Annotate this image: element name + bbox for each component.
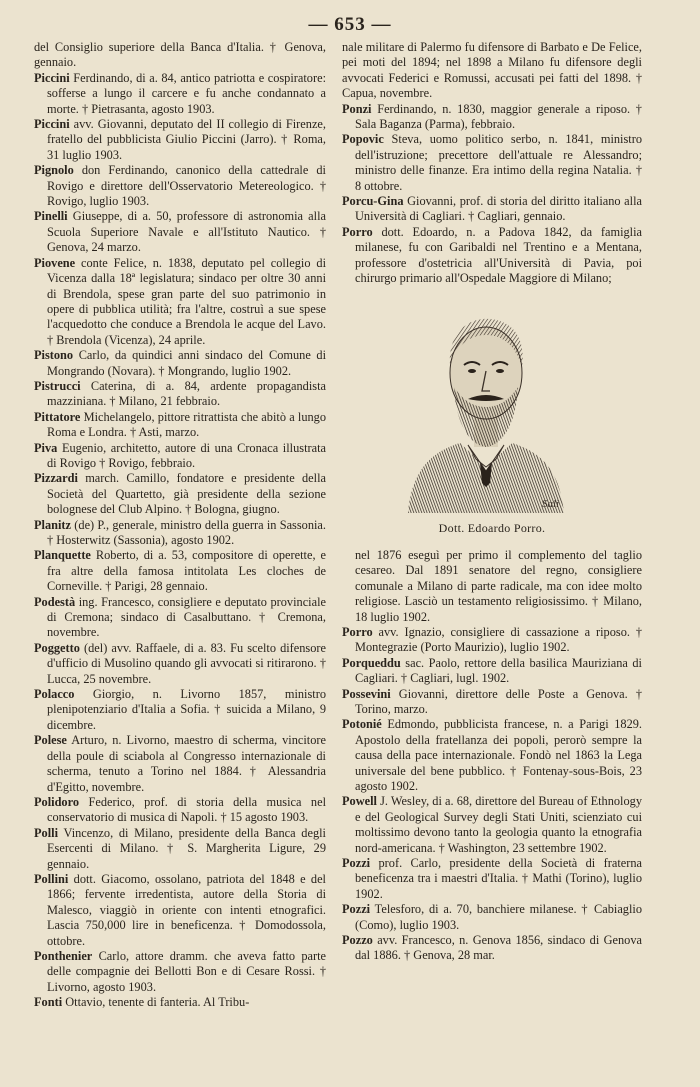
entry-text: (de) P., generale, ministro della guerra in Sassonia. † Hosterwitz (Sassonia), agosto 1902.: [47, 517, 326, 547]
portrait-figure: [342, 295, 642, 536]
obituary-entry: [34, 795, 326, 826]
obituary-entry: [342, 548, 642, 625]
entry-text: Giovanni, direttore delle Poste a Genova. † Torino, marzo.: [355, 686, 642, 716]
obituary-entry: [342, 102, 642, 133]
entry-text: nel 1876 eseguì per primo il complemento del taglio cesareo. Dal 1891 senatore del regno, consigliere comunale a Milano di parte radicale, ma con idee molto religiose. Lasciò un testamento religiosissimo. † Milano, 18 luglio 1902.: [355, 547, 642, 624]
entry-text: ing. Francesco, consigliere e deputato provinciale di Cremona; sindaco di Casalbuttano. † Cremona, novembre.: [47, 594, 326, 640]
right-column: [342, 40, 642, 964]
entry-surname: Polacco: [34, 687, 75, 702]
obituary-entry: [34, 733, 326, 795]
obituary-entry: [342, 194, 642, 225]
entry-surname: Pollini: [34, 871, 69, 886]
obituary-entry: [34, 163, 326, 209]
obituary-entry: [34, 348, 326, 379]
entry-text: don Ferdinando, canonico della cattedrale di Rovigo e direttore dell'Osservatorio Metereologico. † Rovigo, luglio 1903.: [47, 163, 326, 209]
obituary-entry: [342, 225, 642, 287]
entry-surname: Planitz: [34, 517, 72, 532]
entry-text: dott. Edoardo, n. a Padova 1842, da famiglia milanese, fu con Garibaldi nel Trentino e a Mentana, professore d'ostetricia all'Università di Pavia, poi chirurgo primario all'Ospedale Maggiore di Milano;: [355, 224, 643, 286]
right-column-top: [342, 40, 642, 287]
entry-text: Eugenio, architetto, autore di una Cronaca illustrata di Rovigo † Rovigo, febbraio.: [47, 440, 327, 470]
portrait-engraving: [398, 295, 574, 513]
entry-text: Caterina, di a. 84, ardente propagandista mazziniana. † Milano, 21 febbraio.: [47, 378, 326, 409]
entry-surname: Pistrucci: [34, 378, 81, 393]
entry-text: avv. Giovanni, deputato del II collegio di Firenze, fratello del pubblicista Giulio Piccini (Jarro). † Roma, 31 luglio 1903.: [47, 117, 326, 162]
obituary-entry: [342, 656, 642, 687]
obituary-entry: [34, 872, 326, 949]
obituary-entry: [34, 995, 326, 1010]
obituary-entry: [34, 117, 326, 163]
entry-text: conte Felice, n. 1838, deputato pel collegio di Vicenza dalla 18ª legislatura; sindaco per oltre 30 anni di Brendola, spese gran parte del suo patrimonio in opere di pubblica utilità; fra l'altre, costruì a sue spese l'acquedotto che conduce a Brendola le acque del Lavo. † Brendola (Vicenza), 24 aprile.: [47, 255, 327, 347]
entry-text: sac. Paolo, rettore della basilica Mauriziana di Cagliari. † Cagliari, lugl. 1902.: [355, 655, 642, 686]
obituary-entry: [34, 71, 326, 117]
obituary-entry: [34, 379, 326, 410]
entry-surname: Powell: [342, 794, 377, 809]
obituary-entry: [34, 949, 326, 995]
entry-surname: Piccini: [34, 117, 70, 132]
entry-surname: Pozzo: [342, 933, 373, 948]
entry-surname: Possevini: [342, 686, 391, 701]
entry-surname: Porqueddu: [342, 655, 401, 670]
entry-surname: Porro: [342, 224, 373, 239]
entry-text: nale militare di Palermo fu difensore di Barbato e De Felice, pei moti del 1894; nel 1898 a Milano fu difensore degli avvocati Federici e Romussi, accusati pei fatti del 1898. † Capua, novembre.: [342, 40, 642, 101]
right-column-bottom: [342, 548, 642, 964]
portrait-signature: Sali: [542, 497, 560, 510]
entry-text: Michelangelo, pittore ritrattista che abitò a lungo Roma e Londra. † Asti, marzo.: [47, 409, 327, 440]
entry-text: Giovanni, prof. di storia del diritto italiano alla Università di Cagliari. † Cagliari, gennaio.: [355, 194, 642, 224]
entry-text: Giuseppe, di a. 50, professore di astronomia alla Scuola Superiore Navale e all'Istituto Nautico. † Genova, 24 marzo.: [47, 209, 326, 255]
entry-text: Telesforo, di a. 70, banchiere milanese. † Cabiaglio (Como), luglio 1903.: [355, 902, 642, 932]
entry-surname: Pittatore: [34, 409, 81, 424]
entry-text: Giorgio, n. Livorno 1857, ministro plenipotenziario d'Italia a Sofia. † suicida a Milano, 9 dicembre.: [47, 687, 326, 732]
obituary-entry: [34, 209, 326, 255]
entry-surname: Polli: [34, 825, 59, 840]
obituary-entry: [342, 902, 642, 933]
obituary-entry: [34, 595, 326, 641]
obituary-entry: [34, 256, 326, 348]
obituary-entry: [342, 625, 642, 656]
entry-surname: Popovic: [342, 132, 384, 147]
obituary-entry: [34, 826, 326, 872]
entry-surname: Podestà: [34, 594, 76, 609]
entry-text: prof. Carlo, presidente della Società di fraterna beneficenza tra i maestri d'Italia. † Mathi (Torino), luglio 1902.: [355, 856, 642, 901]
entry-text: Vincenzo, di Milano, presidente della Banca degli Esercenti di Milano. † S. Margherita Ligure, 29 gennaio.: [47, 825, 326, 871]
obituary-entry: [342, 794, 642, 856]
obituary-entry: [34, 518, 326, 549]
entry-surname: Polidoro: [34, 794, 80, 809]
entry-surname: Pistono: [34, 348, 74, 363]
obituary-entry: [342, 40, 642, 102]
obituary-entry: [34, 471, 326, 517]
obituary-entry: [342, 687, 642, 718]
entry-surname: Fonti: [34, 995, 63, 1010]
portrait-caption: Dott. Edoardo Porro.: [438, 520, 546, 535]
obituary-entry: [34, 441, 326, 472]
entry-text: Ferdinando, n. 1830, maggior generale a riposo. † Sala Baganza (Parma), febbraio.: [355, 101, 642, 132]
entry-text: Steva, uomo politico serbo, n. 1841, ministro dell'istruzione; precettore dell'attuale re Alessandro; ministro delle finanze. Era intimo della regina Natalia. † 8 ottobre.: [355, 132, 642, 193]
obituary-entry: [34, 410, 326, 441]
entry-surname: Piva: [34, 440, 58, 455]
entry-text: Ottavio, tenente di fanteria. Al Tribu-: [65, 995, 250, 1010]
obituary-entry: [342, 132, 642, 194]
entry-text: Arturo, n. Livorno, maestro di scherma, vincitore della poule di sciabola al Congresso internazionale di scherma, tenuto a Torino nel 1884. † Alessandria d'Egitto, novembre.: [47, 733, 326, 794]
entry-text: Ferdinando, di a. 84, antico patriotta e cospiratore: sofferse a lungo il carcere e fu anche condannato a morte. † Pietrasanta, agosto 1903.: [47, 70, 326, 116]
obituary-entry: [34, 687, 326, 733]
page-number: — 653 —: [308, 14, 392, 35]
entry-surname: Piovene: [34, 255, 76, 270]
entry-text: Edmondo, pubblicista francese, n. a Parigi 1829. Apostolo della fratellanza dei popoli, perorò sempre la causa della pace internazionale. Fondò nel 1863 la Lega universale del bene pubblico. † Fontenay-sous-Bois, 23 agosto 1902.: [355, 717, 642, 793]
entry-surname: Planquette: [34, 548, 91, 563]
entry-surname: Ponzi: [342, 101, 372, 116]
entry-text: Federico, prof. di storia della musica nel conservatorio di musica di Napoli. † 15 agosto 1903.: [47, 794, 327, 825]
entry-surname: Pozzi: [342, 902, 371, 917]
entry-surname: Ponthenier: [34, 948, 93, 963]
left-column: [34, 40, 326, 1011]
entry-surname: Piccini: [34, 70, 70, 85]
entry-surname: Poggetto: [34, 640, 80, 655]
entry-surname: Pinelli: [34, 209, 68, 224]
obituary-entry: [342, 933, 642, 964]
entry-text: avv. Ignazio, consigliere di cassazione a riposo. † Montegrazie (Porto Maurizio), luglio 1902.: [355, 624, 642, 655]
obituary-entry: [34, 40, 326, 71]
entry-text: (del) avv. Raffaele, di a. 83. Fu scelto difensore d'ufficio di Musolino quando gli avvocati si ritirarono. † Lucca, 25 novembre.: [47, 640, 326, 686]
obituary-entry: [34, 641, 326, 687]
obituary-entry: [342, 856, 642, 902]
entry-text: Carlo, attore dramm. che aveva fatto parte delle compagnie dei Bellotti Bon e di Cesare Rossi. † Livorno, agosto 1903.: [47, 948, 326, 994]
entry-surname: Polese: [34, 733, 67, 748]
obituary-entry: [34, 548, 326, 594]
obituary-entry: [342, 717, 642, 794]
entry-surname: Potonié: [342, 717, 382, 732]
entry-text: Carlo, da quindici anni sindaco del Comune di Mongrando (Novara). † Mongrando, luglio 1902.: [47, 348, 326, 378]
entry-text: dott. Giacomo, ossolano, patriota del 1848 e del 1866; fervente irredentista, autore della Storia di Malesco, viaggiò in oriente con intenti etnografici. Lascia 750,000 lire in beneficenza. † Domodossola, ottobre.: [47, 871, 326, 948]
entry-text: march. Camillo, fondatore e presidente della Società del Quartetto, già presidente della sezione bolognese del Club Alpino. † Bologna, giugno.: [47, 471, 326, 517]
entry-surname: Pignolo: [34, 163, 74, 178]
entry-surname: Porro: [342, 624, 373, 639]
entry-text: avv. Francesco, n. Genova 1856, sindaco di Genova dal 1886. † Genova, 28 mar.: [355, 933, 642, 963]
entry-surname: Porcu-Gina: [342, 194, 404, 209]
entry-surname: Pizzardi: [34, 471, 78, 486]
entry-text: J. Wesley, di a. 68, direttore del Bureau of Ethnology e del Geological Survey degli Stati Uniti, scienziato cui moltissimo devono tanto la geologia quanto la etnografia nord-americana. † Washington, 23 settembre 1902.: [355, 794, 642, 855]
entry-surname: Pozzi: [342, 856, 371, 871]
entry-text: Roberto, di a. 53, compositore di operette, e fra altre della famosa intitolata Les cloches de Corneville. † Parigi, 28 gennaio.: [47, 548, 326, 594]
entry-text: del Consiglio superiore della Banca d'Italia. † Genova, gennaio.: [34, 40, 326, 70]
